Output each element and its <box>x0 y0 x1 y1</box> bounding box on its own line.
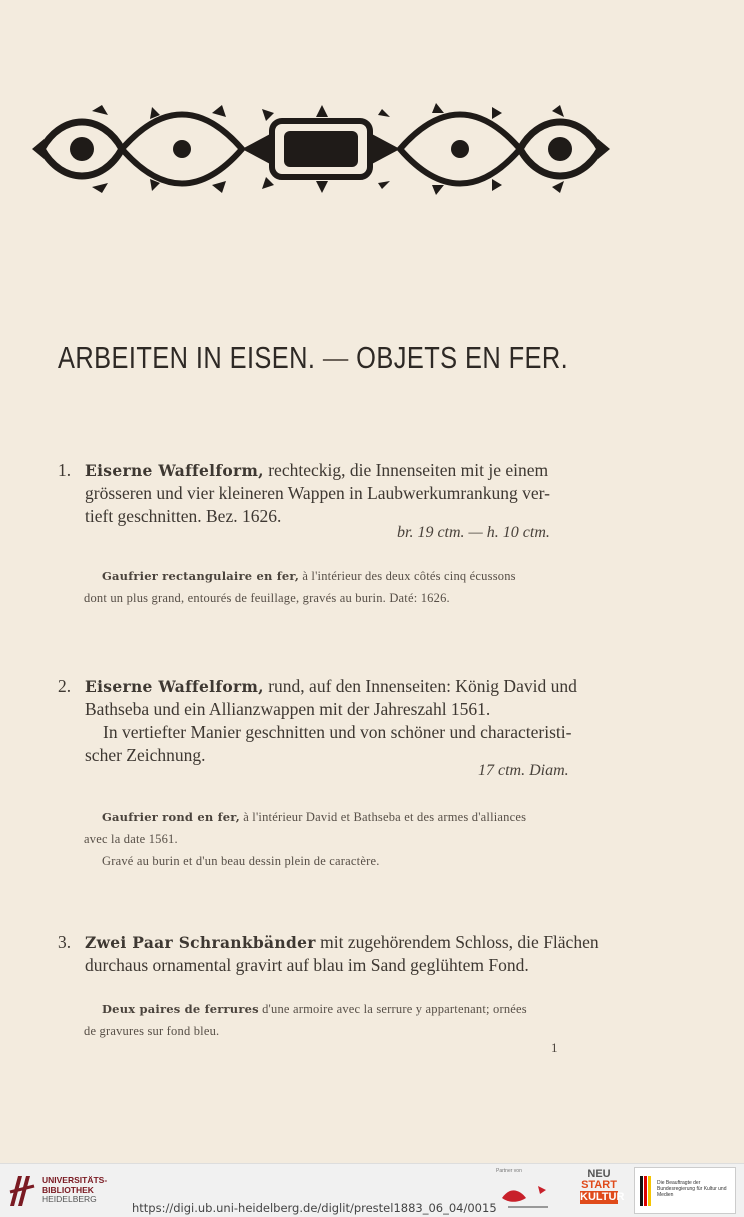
entry-number: 2. <box>58 676 72 696</box>
entry-2-dimensions: 17 ctm. Diam. <box>478 762 569 779</box>
page-title <box>58 340 569 376</box>
library-name-line: BIBLIOTHEK <box>42 1184 94 1195</box>
entry-text-fr: d'une armoire avec la serrure y appartenant; ornées <box>258 1002 527 1016</box>
entry-text: Bathseba und ein Allianzwappen mit der Jahreszahl 1561. <box>85 699 491 719</box>
university-library-name[interactable] <box>42 1176 107 1205</box>
entry-2-german <box>58 675 618 767</box>
entry-1-dimensions: br. 19 ctm. — h. 10 ctm. <box>397 524 550 541</box>
entry-text: rechteckig, die Innenseiten mit je einem <box>263 460 549 480</box>
entry-name-fr: Deux paires de ferrures <box>102 1002 259 1016</box>
entry-text-fr: à l'intérieur David et Bathseba et des armes d'alliances <box>239 810 527 824</box>
entry-text-fr: de gravures sur fond bleu. <box>84 1024 220 1038</box>
federal-eagle-icon <box>640 1176 654 1206</box>
federal-commissioner-text: Die Beauftragte der Bundesregierung für Kultur und Medien <box>657 1180 727 1198</box>
university-library-logo-icon[interactable] <box>8 1172 36 1208</box>
entry-3-french <box>84 998 596 1042</box>
neustart-text: KULTUR <box>580 1191 625 1203</box>
entry-name-fr: Gaufrier rond en fer, <box>102 810 240 824</box>
neustart-text: NEU <box>587 1168 611 1180</box>
library-name-line: HEIDELBERG <box>42 1194 97 1204</box>
partner-logo-icon[interactable] <box>498 1176 562 1212</box>
title-french: OBJETS EN FER. <box>356 340 569 375</box>
entry-1-french <box>84 565 596 609</box>
decorative-headpiece-ornament <box>32 103 610 195</box>
entry-name: Zwei Paar Schrankbänder <box>85 933 316 952</box>
entry-3-german <box>58 931 618 977</box>
entry-text-fr: dont un plus grand, entourés de feuillage, gravés au burin. Daté: 1626. <box>84 591 450 605</box>
entry-number: 1. <box>58 460 72 480</box>
neustart-text: START <box>581 1179 617 1191</box>
entry-text: durchaus ornamental gravirt auf blau im Sand geglühtem Fond. <box>85 955 529 975</box>
title-dash: — <box>315 340 357 375</box>
entry-name: Eiserne Waffelform, <box>85 461 264 480</box>
neustart-kultur-logo[interactable] <box>580 1168 625 1209</box>
entry-text: scher Zeichnung. <box>85 745 206 765</box>
entry-text: tieft geschnitten. Bez. 1626. <box>85 506 282 526</box>
partner-label: Partner von <box>496 1168 522 1174</box>
document-url-link[interactable]: https://digi.ub.uni-heidelberg.de/diglit/prestel1883_06_04/0015 <box>132 1201 497 1215</box>
entry-text-fr: avec la date 1561. <box>84 832 178 846</box>
entry-text: rund, auf den Innenseiten: König David und <box>263 676 577 696</box>
library-name-line: UNIVERSITÄTS- <box>42 1175 108 1185</box>
entry-text: mit zugehörendem Schloss, die Flächen <box>315 932 599 952</box>
entry-text-fr: Gravé au burin et d'un beau dessin plein de caractère. <box>102 854 380 868</box>
entry-text: In vertiefter Manier geschnitten und von schöner und characteristi- <box>103 722 572 742</box>
entry-name: Eiserne Waffelform, <box>85 677 264 696</box>
entry-text: grösseren und vier kleineren Wappen in Laubwerkumrankung ver- <box>85 483 550 503</box>
federal-commissioner-logo[interactable] <box>634 1167 736 1214</box>
entry-text-fr: à l'intérieur des deux côtés cinq écussons <box>299 569 516 583</box>
entry-number: 3. <box>58 932 72 952</box>
entry-name-fr: Gaufrier rectangulaire en fer, <box>102 569 300 583</box>
entry-2-french <box>84 806 596 872</box>
entry-1-german <box>58 459 618 528</box>
footer-bar <box>0 1163 744 1217</box>
page-number: 1 <box>551 1040 558 1055</box>
title-german: ARBEITEN IN EISEN. <box>58 340 316 375</box>
